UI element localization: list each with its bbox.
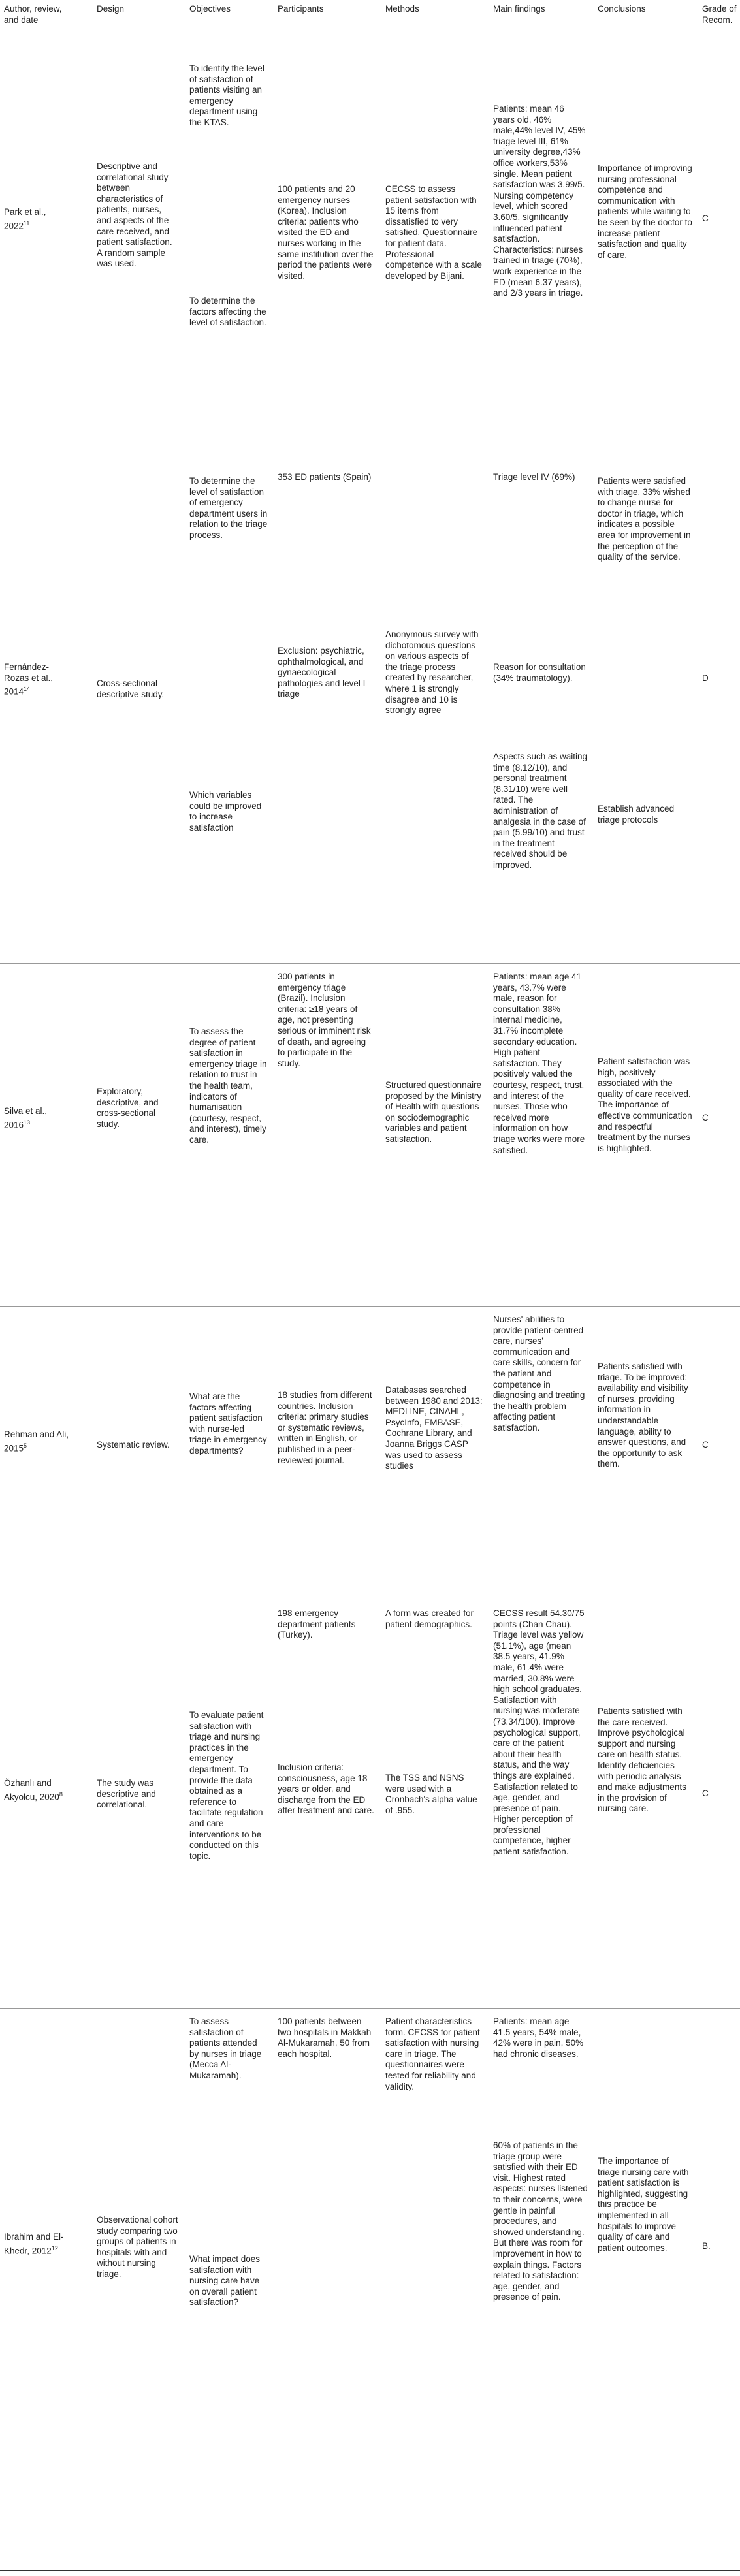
author-cell: [4, 662, 72, 697]
reference-number: 5: [24, 1442, 27, 1449]
participants-cell: Inclusion criteria: consciousness, age 18 years or older, and discharge from the ED after treatment and care.: [278, 1762, 374, 1816]
methods-cell: A form was created for patient demographics.: [385, 1608, 474, 1629]
reference-number: 14: [24, 686, 31, 693]
author-cell: [4, 207, 72, 232]
author-name: Ibrahim and El-Khedr, 2012: [4, 2232, 64, 2256]
table-row: [0, 963, 740, 1307]
objective-cell: What are the factors affecting patient satisfaction with nurse-led triage in emergency departments?: [189, 1391, 267, 1455]
objective-cell: Which variables could be improved to increase satisfaction: [189, 790, 262, 833]
conclusions-cell: Patients satisfied with triage. To be improved: availability and visibility of nurses, providing information in understandable language, ability to answer questions, and the opportunity to ask them.: [598, 1361, 688, 1469]
author-cell: [4, 1106, 72, 1131]
findings-cell: 60% of patients in the triage group were satisfied with their ED visit. Highest rated aspects: nurses listened to their concerns, were gentle in painful procedures, and showed understanding. But there was room for improvement in how to explain things. Factors related to satisfaction: age, gender, and presence of pain.: [493, 2140, 588, 2302]
objective-cell: To evaluate patient satisfaction with triage and nursing practices in the emergency department. To provide the data obtained as a reference to facilitate regulation and care interventions to be conducted on this topic.: [189, 1710, 264, 1861]
author-name: Fernández-Rozas et al., 2014: [4, 662, 54, 697]
author-name: Rehman and Ali, 2015: [4, 1429, 69, 1454]
header-conclusions: Conclusions: [598, 4, 646, 14]
participants-cell: 300 patients in emergency triage (Brazil). Inclusion criteria: ≥18 years of age, not presenting serious or imminent risk of death, and agreeing to participate in the study.: [278, 972, 371, 1068]
participants-cell: 353 ED patients (Spain): [278, 472, 372, 482]
author-name: Özhanlı and Akyolcu, 2020: [4, 1778, 59, 1802]
header-author: Author, review, and date: [4, 4, 62, 25]
design-cell: The study was descriptive and correlational.: [97, 1778, 156, 1810]
findings-cell: Reason for consultation (34% traumatology).: [493, 662, 586, 683]
objective-cell: To identify the level of satisfaction of patients visiting an emergency department using the KTAS.: [189, 63, 265, 127]
conclusions-cell: Patients satisfied with the care received. Improve psychological support and nursing care on health status. Identify deficiencies with periodic analysis and make adjustments in the provision of nursing care.: [598, 1706, 686, 1814]
methods-cell: CECSS to assess patient satisfaction with 15 items from dissatisfied to very satisfied. Questionnaire for patient data. Professional competence with a scale developed by Bijani.: [385, 184, 482, 281]
design-cell: Observational cohort study comparing two groups of patients in hospitals with and without nursing triage.: [97, 2215, 178, 2279]
grade-cell: C: [702, 1789, 709, 1798]
header-objectives: Objectives: [189, 4, 231, 14]
header-grade: Grade of Recom.: [702, 4, 737, 25]
participants-cell: 100 patients and 20 emergency nurses (Korea). Inclusion criteria: patients who visited the ED and nurses working in the same institution over the period the patients were visited.: [278, 184, 374, 281]
participants-cell: 198 emergency department patients (Turkey).: [278, 1608, 356, 1640]
reference-number: 11: [24, 219, 30, 227]
conclusions-cell: The importance of triage nursing care with patient satisfaction is highlighted, suggesting this practice be implemented in all hospitals to improve quality of care and patient outcomes.: [598, 2156, 689, 2253]
table-row: [0, 1600, 740, 2009]
objective-cell: To assess the degree of patient satisfaction in emergency triage in relation to trust in the health team, indicators of humanisation (courtesy, respect, and interest), timely care.: [189, 1026, 267, 1145]
table-header: [0, 0, 740, 37]
objective-cell: To determine the level of satisfaction of emergency department users in relation to the triage process.: [189, 476, 268, 540]
table-row: [0, 2008, 740, 2570]
methods-cell: The TSS and NSNS were used with a Cronbach's alpha value of .955.: [385, 1773, 477, 1815]
conclusions-cell: Importance of improving nursing professional competence and communication with patients while waiting to be seen by the doctor to increase patient satisfaction and quality of care.: [598, 163, 692, 260]
participants-cell: 100 patients between two hospitals in Makkah Al-Mukaramah, 50 from each hospital.: [278, 2016, 372, 2059]
grade-cell: C: [702, 1440, 709, 1450]
findings-cell: Triage level IV (69%): [493, 472, 575, 482]
participants-cell: Exclusion: psychiatric, ophthalmological, and gynaecological pathologies and level I triage: [278, 646, 366, 699]
table-row: [0, 37, 740, 464]
grade-cell: C: [702, 214, 709, 223]
table-bottom-rule: [0, 2570, 740, 2571]
design-cell: Cross-sectional descriptive study.: [97, 678, 165, 699]
author-cell: [4, 1429, 72, 1454]
author-name: Park et al., 2022: [4, 207, 46, 231]
author-cell: [4, 1778, 72, 1803]
reference-number: 13: [24, 1119, 31, 1126]
methods-cell: Databases searched between 1980 and 2013: MEDLINE, CINAHL, PsycInfo, EMBASE, Cochrane Library, and Joanna Briggs CASP was used to assess studies: [385, 1385, 483, 1471]
design-cell: Descriptive and correlational study between characteristics of patients, nurses, and aspects of the care received, and patient satisfaction. A random sample was used.: [97, 161, 172, 269]
conclusions-cell: Patient satisfaction was high, positively associated with the quality of care received. The importance of effective communication and respectful treatment by the nurses is highlighted.: [598, 1057, 692, 1153]
design-cell: Systematic review.: [97, 1440, 170, 1450]
reference-number: 8: [59, 1790, 63, 1798]
author-name: Silva et al., 2016: [4, 1106, 48, 1130]
findings-cell: Patients: mean age 41.5 years, 54% male, 42% were in pain, 50% had chronic diseases.: [493, 2016, 584, 2059]
header-methods: Methods: [385, 4, 419, 14]
conclusions-cell: Patients were satisfied with triage. 33% wished to change nurse for doctor in triage, which indicates a possible area for improvement in the perception of the quality of the service.: [598, 476, 691, 562]
findings-cell: Patients: mean 46 years old, 46% male,44% level IV, 45% triage level III, 61% university degree,43% office workers,53% single. Mean patient satisfaction was 3.99/5. Nursing competency level, which scored 3.60/5, significantly influenced patient satisfaction. Characteristics: nurses trained in triage (70%), work experience in the ED (mean 6.37 years), and 2/3 years in triage.: [493, 104, 586, 298]
grade-cell: B.: [702, 2241, 711, 2251]
methods-cell: Anonymous survey with dichotomous questions on various aspects of the triage process created by researcher, where 1 is strongly disagree and 10 is strongly agree: [385, 629, 479, 716]
author-cell: [4, 2232, 72, 2257]
reference-number: 12: [51, 2244, 58, 2251]
findings-cell: CECSS result 54.30/75 points (Chan Chau). Triage level was yellow (51.1%), age (mean 38.5 years, 41.9% male, 61.4% were married, 30.8% were high school graduates. Satisfaction with nursing was moderate (73.34/100). Improve psychological support, care of the patient about their health status, and the way things are explained. Satisfaction related to age, gender, and presence of pain. Higher perception of professional competence, higher patient satisfaction.: [493, 1608, 585, 1857]
grade-cell: D: [702, 673, 709, 683]
header-main-findings: Main findings: [493, 4, 545, 14]
findings-cell: Aspects such as waiting time (8.12/10), and personal treatment (8.31/10) were well rated. The administration of analgesia in the case of pain (5.99/10) and trust in the treatment received should be improved.: [493, 752, 588, 870]
design-cell: Exploratory, descriptive, and cross-sectional study.: [97, 1087, 159, 1129]
objective-cell: To assess satisfaction of patients attended by nurses in triage (Mecca Al-Mukaramah).: [189, 2016, 262, 2080]
grade-cell: C: [702, 1113, 709, 1122]
participants-cell: 18 studies from different countries. Inclusion criteria: primary studies or systematic reviews, written in English, or published in a peer-reviewed journal.: [278, 1390, 372, 1465]
objective-cell: What impact does satisfaction with nursing care have on overall patient satisfaction?: [189, 2254, 261, 2308]
header-participants: Participants: [278, 4, 324, 14]
table-row: [0, 464, 740, 964]
methods-cell: Structured questionnaire proposed by the Ministry of Health with questions on sociodemographic variables and patient satisfaction.: [385, 1080, 482, 1144]
methods-cell: Patient characteristics form. CECSS for patient satisfaction with nursing care in triage. The questionnaires were tested for reliability and validity.: [385, 2016, 480, 2091]
table-row: [0, 1306, 740, 1600]
findings-cell: Nurses' abilities to provide patient-centred care, nurses' communication and care skills, concern for the patient and competence in diagnosing and treating the health problem affecting patient satisfaction.: [493, 1314, 585, 1433]
objective-cell: To determine the factors affecting the level of satisfaction.: [189, 296, 266, 328]
conclusions-cell: Establish advanced triage protocols: [598, 804, 675, 825]
findings-cell: Patients: mean age 41 years, 43.7% were male, reason for consultation 38% internal medicine, 31.7% incomplete secondary education. High patient satisfaction. They positively valued the courtesy, respect, trust, and interest of the nurses. Those who received more information on how triage works were more satisfied.: [493, 972, 585, 1155]
header-design: Design: [97, 4, 125, 14]
